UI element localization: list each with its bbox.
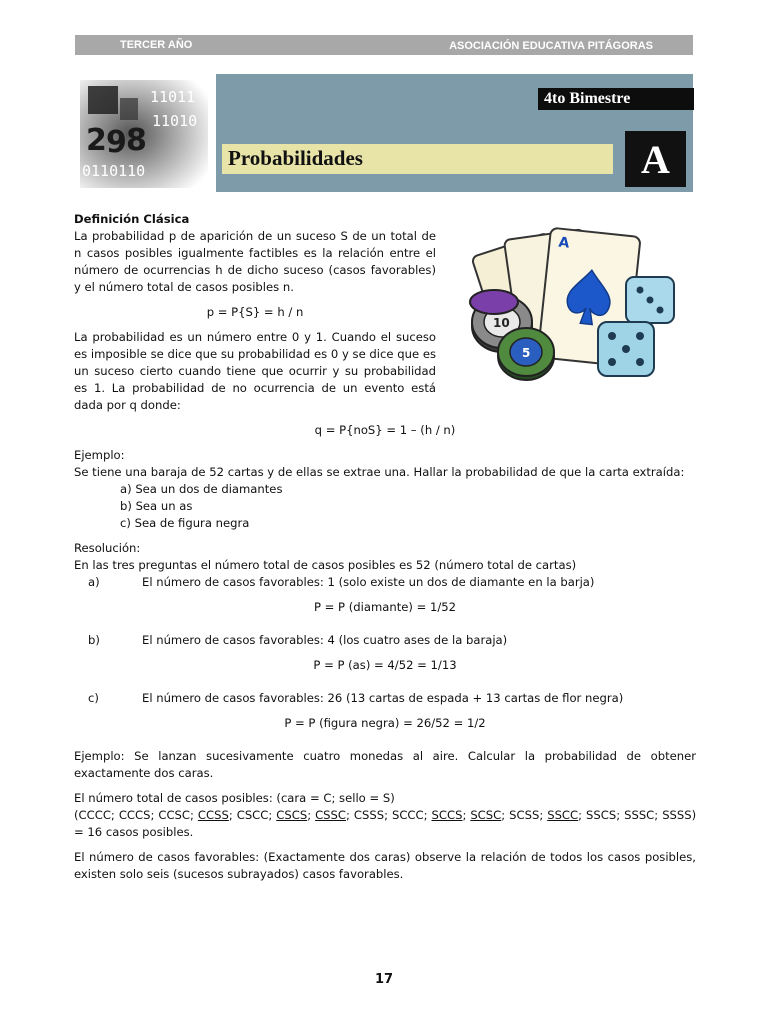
- logo-binary-2: 11010: [152, 112, 198, 130]
- definition-paragraph: La probabilidad p de aparición de un suceso S de un total de n casos posibles igualmente factibles es la relación entre el número de ocurrencias h de dicho suceso (casos favorables) y el número total de casos posibles n.: [74, 229, 436, 294]
- favorable-cases-paragraph: El número de casos favorables: (Exactamente dos caras) observe la relación de todos los casos posibles, existen solo seis (sucesos subrayados) casos favorables.: [74, 850, 696, 881]
- resolution-row-c: [74, 690, 696, 707]
- definition-heading: Definición Clásica: [74, 212, 190, 226]
- example1-label: Ejemplo:: [74, 448, 125, 462]
- case-item: SSSC: [624, 808, 655, 822]
- main-content: [74, 211, 696, 883]
- resolution-label: Resolución:: [74, 541, 141, 555]
- resolution-formula-b: P = P (as) = 4/52 = 1/13: [313, 658, 457, 672]
- page-number: 17: [374, 972, 394, 987]
- svg-text:10: 10: [493, 316, 510, 330]
- resolution-intro: En las tres preguntas el número total de casos posibles es 52 (número total de cartas): [74, 558, 577, 572]
- case-item: SCCS: [431, 808, 463, 822]
- total-cases-intro: El número total de casos posibles: (cara = C; sello = S): [74, 791, 395, 805]
- case-item: CCCC: [78, 808, 111, 822]
- header-left: TERCER AÑO: [120, 39, 193, 51]
- case-item: CCCS: [118, 808, 151, 822]
- case-item: SCSC: [470, 808, 502, 822]
- resolution-row-text: El número de casos favorables: 4 (los cuatro ases de la baraja): [142, 633, 508, 647]
- page-title: Probabilidades: [228, 146, 363, 170]
- svg-text:A: A: [557, 234, 571, 252]
- possible-cases-list: (CCCC; CCCS; CCSC; CCSS; CSCC; CSCS; CSSC; CSSS; SCCC; SCCS; SCSC; SCSS; SSCC; SSCS; SSSC; SSSS) = 16 casos posibles.: [74, 808, 697, 839]
- section-letter: A: [625, 131, 686, 187]
- case-item: CSSS: [353, 808, 385, 822]
- case-item: CSCC: [236, 808, 269, 822]
- header-bar: [75, 35, 693, 55]
- logo-digit-1: 2: [86, 123, 107, 158]
- example1-text: Se tiene una baraja de 52 cartas y de ellas se extrae una. Hallar la probabilidad de que la carta extraída:: [74, 465, 685, 479]
- example2-text: Ejemplo: Se lanzan sucesivamente cuatro monedas al aire. Calcular la probabilidad de obtener exactamente dos caras.: [74, 749, 696, 780]
- resolution-row-a: [74, 574, 696, 591]
- probability-range-paragraph: La probabilidad es un número entre 0 y 1. Cuando el suceso es imposible se dice que su probabilidad es 0 y se dice que es un suceso cierto cuando tiene que ocurrir y su probabilidad es 1. La probabilidad de no ocurrencia de un evento está dada por q donde:: [74, 330, 436, 412]
- case-item: CCSC: [158, 808, 191, 822]
- bimestre-text: 4to Bimestre: [544, 90, 631, 107]
- resolution-row-label: a): [88, 575, 100, 589]
- example1-item-b: b) Sea un as: [120, 499, 193, 513]
- logo-digit-2: 9: [106, 125, 127, 160]
- case-item: SCCC: [391, 808, 424, 822]
- case-item: SCSS: [509, 808, 540, 822]
- resolution-row-text: El número de casos favorables: 1 (solo existe un dos de diamante en la barja): [142, 575, 595, 589]
- logo-binary-1: 11011: [150, 88, 196, 106]
- case-item: CSSC: [315, 808, 346, 822]
- formula-q: q = P{noS} = 1 – (h / n): [314, 423, 456, 437]
- resolution-row-label: b): [88, 633, 100, 647]
- case-item: CCSS: [197, 808, 229, 822]
- resolution-formula-c: P = P (figura negra) = 26/52 = 1/2: [284, 716, 486, 730]
- case-item: SSSS: [662, 808, 692, 822]
- case-item: SSCC: [547, 808, 579, 822]
- title-bar: [222, 144, 613, 174]
- svg-text:5: 5: [522, 346, 531, 360]
- header-right: ASOCIACIÓN EDUCATIVA PITÁGORAS: [449, 40, 653, 52]
- logo-binary-3: 0110110: [82, 162, 146, 180]
- example1-item-c: c) Sea de figura negra: [120, 516, 250, 530]
- resolution-row-b: [74, 632, 696, 649]
- resolution-row-label: c): [88, 691, 99, 705]
- logo-digit-3: 8: [126, 123, 147, 158]
- case-item: CSCS: [276, 808, 308, 822]
- bimestre-label: [538, 88, 694, 110]
- resolution-formula-a: P = P (diamante) = 1/52: [313, 600, 457, 614]
- example1-item-a: a) Sea un dos de diamantes: [120, 482, 283, 496]
- binary-numbers-logo: [80, 80, 208, 188]
- resolution-row-text: El número de casos favorables: 26 (13 cartas de espada + 13 cartas de flor negra): [142, 691, 624, 705]
- case-item: SSCS: [586, 808, 617, 822]
- formula-p: p = P{S} = h / n: [206, 305, 304, 319]
